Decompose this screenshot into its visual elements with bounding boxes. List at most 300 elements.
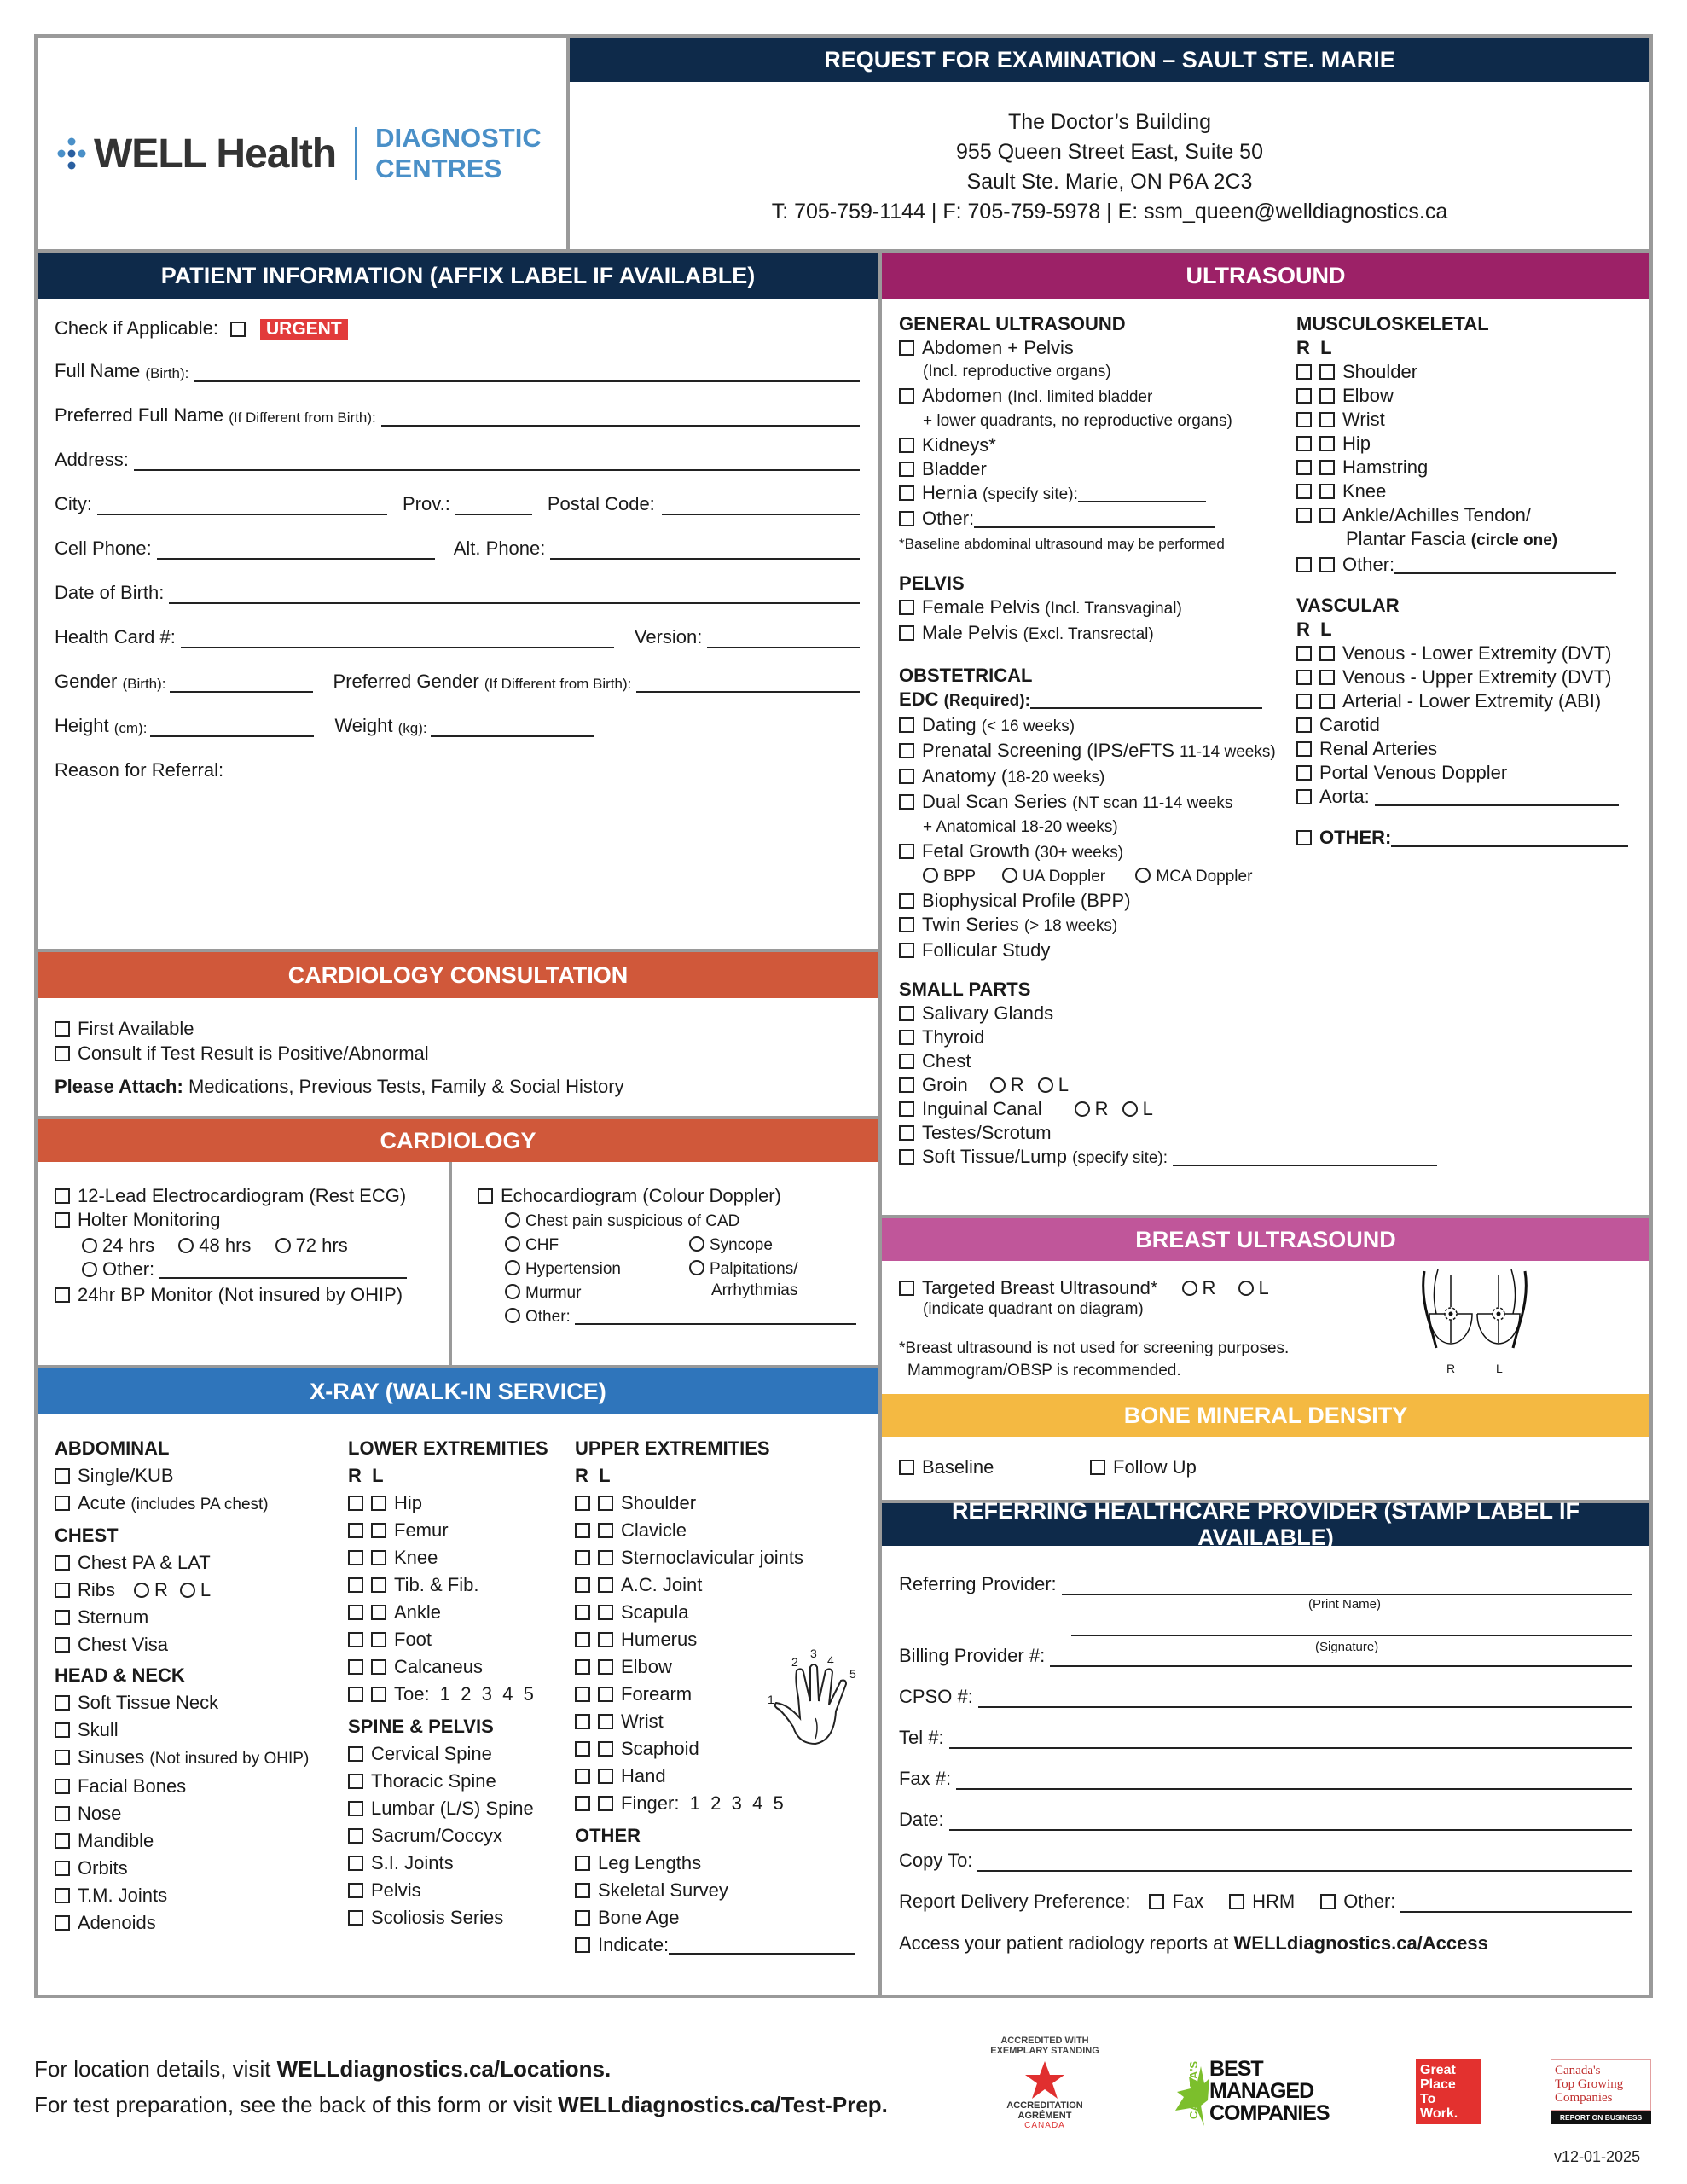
checkbox[interactable] <box>478 1188 493 1204</box>
l-checkbox[interactable] <box>598 1496 613 1511</box>
checkbox[interactable] <box>899 769 914 784</box>
checkbox[interactable] <box>55 1637 70 1653</box>
checkbox[interactable] <box>899 625 914 641</box>
msk-elbow-option[interactable] <box>1296 384 1628 408</box>
r-checkbox[interactable] <box>1296 508 1312 523</box>
thyroid-option[interactable] <box>899 1025 1437 1049</box>
checkbox[interactable] <box>899 1030 914 1045</box>
mandible-option[interactable] <box>55 1827 309 1855</box>
radio[interactable] <box>1182 1281 1197 1296</box>
toe-option[interactable] <box>348 1681 548 1708</box>
foot-option[interactable] <box>348 1626 548 1653</box>
l-checkbox[interactable] <box>598 1605 613 1620</box>
checkbox[interactable] <box>55 1888 70 1903</box>
nose-option[interactable] <box>55 1800 309 1827</box>
breast-r-radio[interactable] <box>1182 1277 1216 1298</box>
r-checkbox[interactable] <box>348 1550 363 1565</box>
r-checkbox[interactable] <box>1296 670 1312 685</box>
checkbox[interactable] <box>348 1828 363 1844</box>
holter-48-radio[interactable] <box>178 1234 251 1256</box>
pref-gender-input[interactable] <box>636 674 860 693</box>
reason-textarea[interactable] <box>55 790 860 918</box>
tel-input[interactable] <box>949 1730 1632 1749</box>
inguinal-r-radio[interactable] <box>1075 1098 1109 1119</box>
thoracic-spine-option[interactable] <box>348 1768 548 1795</box>
r-checkbox[interactable] <box>1296 646 1312 661</box>
bone-age-option[interactable] <box>575 1904 855 1931</box>
indicate-input[interactable] <box>669 1937 855 1955</box>
checkbox[interactable] <box>899 943 914 958</box>
checkbox[interactable] <box>1149 1894 1164 1909</box>
radio[interactable] <box>505 1284 520 1299</box>
acute-option[interactable] <box>55 1490 309 1519</box>
breast-diagram[interactable] <box>1419 1266 1530 1377</box>
cpso-field[interactable] <box>899 1686 1632 1708</box>
skeletal-survey-option[interactable] <box>575 1877 855 1904</box>
carotid-option[interactable] <box>1296 713 1628 737</box>
r-checkbox[interactable] <box>575 1496 590 1511</box>
bmd-baseline-option[interactable] <box>899 1455 994 1479</box>
r-checkbox[interactable] <box>575 1523 590 1538</box>
r-checkbox[interactable] <box>575 1796 590 1811</box>
r-checkbox[interactable] <box>1296 557 1312 572</box>
delivery-hrm-option[interactable] <box>1229 1891 1295 1913</box>
checkbox[interactable] <box>899 462 914 477</box>
r-checkbox[interactable] <box>575 1550 590 1565</box>
orbits-option[interactable] <box>55 1855 309 1882</box>
aorta-input[interactable] <box>1375 789 1619 806</box>
l-checkbox[interactable] <box>1319 670 1335 685</box>
dob-field[interactable] <box>55 582 860 604</box>
single-kub-option[interactable] <box>55 1462 309 1490</box>
echo-palpitations-option[interactable] <box>689 1258 798 1281</box>
sternoclavicular-option[interactable] <box>575 1544 855 1571</box>
checkbox[interactable] <box>55 1806 70 1821</box>
checkbox[interactable] <box>899 794 914 810</box>
l-checkbox[interactable] <box>1319 484 1335 499</box>
dob-input[interactable] <box>169 585 860 604</box>
weight-input[interactable] <box>431 720 594 737</box>
holter-24-radio[interactable] <box>82 1234 154 1256</box>
height-input[interactable] <box>150 720 314 737</box>
leg-lengths-option[interactable] <box>575 1850 855 1877</box>
radio[interactable] <box>1135 868 1151 883</box>
radio[interactable] <box>1075 1101 1090 1117</box>
echo-syncope-option[interactable] <box>689 1234 798 1258</box>
r-checkbox[interactable] <box>348 1632 363 1647</box>
renal-arteries-option[interactable] <box>1296 737 1628 761</box>
msk-hamstring-option[interactable] <box>1296 456 1628 479</box>
checkbox[interactable] <box>55 1188 70 1204</box>
indicate-option[interactable] <box>575 1931 855 1959</box>
preferred-name-field[interactable] <box>55 404 860 427</box>
upper-shoulder-option[interactable] <box>575 1490 855 1517</box>
mca-doppler-radio[interactable] <box>1135 868 1252 886</box>
testes-option[interactable] <box>899 1121 1437 1145</box>
checkbox[interactable] <box>899 1101 914 1117</box>
r-checkbox[interactable] <box>575 1714 590 1729</box>
ecg-option[interactable] <box>55 1184 406 1208</box>
r-checkbox[interactable] <box>348 1577 363 1593</box>
venous-lower-option[interactable] <box>1296 642 1628 665</box>
checkbox[interactable] <box>55 1833 70 1849</box>
r-checkbox[interactable] <box>1296 694 1312 709</box>
locations-link[interactable]: WELLdiagnostics.ca/Locations. <box>276 2056 612 2082</box>
holter-72-radio[interactable] <box>275 1234 348 1256</box>
soft-tissue-neck-option[interactable] <box>55 1689 309 1716</box>
echo-option[interactable] <box>478 1184 781 1208</box>
bmd-follow-up-option[interactable] <box>1090 1455 1197 1479</box>
l-checkbox[interactable] <box>371 1523 386 1538</box>
hernia-input[interactable] <box>1078 485 1206 502</box>
us-other-input[interactable] <box>974 511 1215 528</box>
radio[interactable] <box>689 1260 704 1275</box>
l-checkbox[interactable] <box>598 1550 613 1565</box>
msk-other-option[interactable] <box>1296 553 1628 577</box>
cell-input[interactable] <box>157 543 435 560</box>
bpp-radio[interactable] <box>923 868 976 886</box>
billing-input[interactable] <box>1050 1648 1632 1667</box>
bp-monitor-option[interactable] <box>55 1283 403 1307</box>
ribs-option[interactable] <box>55 1577 309 1604</box>
checkbox[interactable] <box>348 1746 363 1762</box>
r-checkbox[interactable] <box>1296 460 1312 475</box>
msk-wrist-option[interactable] <box>1296 408 1628 432</box>
fax-field[interactable] <box>899 1768 1632 1790</box>
checkbox[interactable] <box>899 743 914 758</box>
clavicle-option[interactable] <box>575 1517 855 1544</box>
l-checkbox[interactable] <box>1319 694 1335 709</box>
checkbox[interactable] <box>1296 717 1312 733</box>
l-checkbox[interactable] <box>598 1632 613 1647</box>
radio[interactable] <box>82 1238 97 1253</box>
delivery-other-input[interactable] <box>1400 1894 1632 1913</box>
test-prep-link[interactable]: WELLdiagnostics.ca/Test-Prep. <box>558 2092 888 2117</box>
scapula-option[interactable] <box>575 1599 855 1626</box>
groin-r-radio[interactable] <box>990 1074 1024 1095</box>
checkbox[interactable] <box>55 1610 70 1625</box>
msk-hip-option[interactable] <box>1296 432 1628 456</box>
l-checkbox[interactable] <box>598 1741 613 1757</box>
checkbox[interactable] <box>899 438 914 453</box>
skull-option[interactable] <box>55 1716 309 1744</box>
billing-field[interactable] <box>899 1645 1632 1667</box>
checkbox[interactable] <box>899 893 914 909</box>
r-checkbox[interactable] <box>348 1687 363 1702</box>
checkbox[interactable] <box>899 1281 914 1296</box>
referring-provider-field[interactable] <box>899 1573 1632 1595</box>
checkbox[interactable] <box>899 917 914 932</box>
r-checkbox[interactable] <box>575 1659 590 1675</box>
ankle-option[interactable] <box>348 1599 548 1626</box>
checkbox[interactable] <box>899 1125 914 1141</box>
radio[interactable] <box>505 1308 520 1323</box>
r-checkbox[interactable] <box>575 1687 590 1702</box>
radio[interactable] <box>82 1262 97 1277</box>
holter-option[interactable] <box>55 1208 221 1232</box>
signature-line[interactable] <box>1071 1618 1632 1636</box>
chest-pa-option[interactable] <box>55 1549 309 1577</box>
echo-chf-option[interactable] <box>505 1234 621 1258</box>
finger-option[interactable] <box>575 1790 855 1817</box>
arterial-lower-option[interactable] <box>1296 689 1628 713</box>
l-checkbox[interactable] <box>1319 388 1335 404</box>
groin-option[interactable] <box>899 1073 1437 1097</box>
ribs-r-radio[interactable] <box>134 1579 168 1600</box>
l-checkbox[interactable] <box>371 1577 386 1593</box>
l-checkbox[interactable] <box>598 1523 613 1538</box>
checkbox[interactable] <box>55 1722 70 1738</box>
r-checkbox[interactable] <box>1296 388 1312 404</box>
r-checkbox[interactable] <box>575 1741 590 1757</box>
chest-visa-option[interactable] <box>55 1631 309 1658</box>
scoliosis-option[interactable] <box>348 1904 548 1931</box>
checkbox[interactable] <box>348 1801 363 1816</box>
version-input[interactable] <box>707 630 860 648</box>
l-checkbox[interactable] <box>371 1659 386 1675</box>
date-field[interactable] <box>899 1809 1632 1831</box>
edc-input[interactable] <box>1030 692 1262 709</box>
checkbox[interactable] <box>899 340 914 356</box>
r-checkbox[interactable] <box>1296 436 1312 451</box>
checkbox[interactable] <box>899 511 914 526</box>
urgent-checkbox[interactable] <box>230 322 246 337</box>
r-checkbox[interactable] <box>1296 364 1312 380</box>
checkbox[interactable] <box>575 1910 590 1926</box>
checkbox[interactable] <box>1296 741 1312 757</box>
r-checkbox[interactable] <box>348 1523 363 1538</box>
r-checkbox[interactable] <box>348 1659 363 1675</box>
portal-venous-option[interactable] <box>1296 761 1628 785</box>
l-checkbox[interactable] <box>371 1687 386 1702</box>
venous-upper-option[interactable] <box>1296 665 1628 689</box>
l-checkbox[interactable] <box>371 1496 386 1511</box>
radio[interactable] <box>180 1583 195 1598</box>
alt-input[interactable] <box>550 541 860 560</box>
radio[interactable] <box>178 1238 194 1253</box>
delivery-fax-option[interactable] <box>1149 1891 1203 1913</box>
msk-other-input[interactable] <box>1394 557 1616 574</box>
radio[interactable] <box>275 1238 291 1253</box>
sinuses-option[interactable] <box>55 1744 309 1773</box>
sternum-option[interactable] <box>55 1604 309 1631</box>
r-checkbox[interactable] <box>348 1605 363 1620</box>
fax-input[interactable] <box>956 1771 1632 1790</box>
first-available-option[interactable] <box>55 1017 194 1041</box>
vascular-other-input[interactable] <box>1391 830 1628 847</box>
postal-input[interactable] <box>662 497 860 515</box>
l-checkbox[interactable] <box>1319 436 1335 451</box>
checkbox[interactable] <box>575 1937 590 1953</box>
tel-field[interactable] <box>899 1727 1632 1749</box>
checkbox[interactable] <box>348 1774 363 1789</box>
checkbox[interactable] <box>55 1468 70 1484</box>
checkbox[interactable] <box>348 1910 363 1926</box>
l-checkbox[interactable] <box>1319 364 1335 380</box>
holter-other-input[interactable] <box>159 1262 407 1279</box>
r-checkbox[interactable] <box>575 1632 590 1647</box>
radio[interactable] <box>505 1212 520 1228</box>
salivary-option[interactable] <box>899 1002 1437 1025</box>
prov-input[interactable] <box>455 498 532 515</box>
femur-option[interactable] <box>348 1517 548 1544</box>
pelvis-option[interactable] <box>348 1877 548 1904</box>
checkbox[interactable] <box>348 1883 363 1898</box>
ua-doppler-radio[interactable] <box>1002 868 1105 886</box>
address-line-input[interactable] <box>134 452 860 471</box>
biophysical-option[interactable] <box>899 889 1437 913</box>
cervical-spine-option[interactable] <box>348 1740 548 1768</box>
si-joints-option[interactable] <box>348 1850 548 1877</box>
radio[interactable] <box>505 1260 520 1275</box>
follicular-option[interactable] <box>899 938 1437 962</box>
preferred-name-line[interactable] <box>381 408 860 427</box>
radio[interactable] <box>134 1583 149 1598</box>
checkbox[interactable] <box>55 1555 70 1571</box>
copy-input[interactable] <box>977 1853 1632 1872</box>
checkbox[interactable] <box>899 1006 914 1021</box>
checkbox[interactable] <box>55 1021 70 1037</box>
holter-other-option[interactable] <box>82 1258 407 1281</box>
soft-tissue-option[interactable] <box>899 1145 1437 1170</box>
referring-input[interactable] <box>1062 1577 1632 1595</box>
checkbox[interactable] <box>899 485 914 501</box>
radio[interactable] <box>1002 868 1017 883</box>
radio[interactable] <box>1238 1281 1254 1296</box>
l-checkbox[interactable] <box>598 1687 613 1702</box>
twin-series-option[interactable] <box>899 913 1437 938</box>
groin-l-radio[interactable] <box>1038 1074 1069 1095</box>
radio[interactable] <box>990 1077 1006 1093</box>
full-name-field[interactable] <box>55 360 860 382</box>
echo-hypertension-option[interactable] <box>505 1258 621 1281</box>
health-card-input[interactable] <box>181 631 614 648</box>
checkbox[interactable] <box>55 1496 70 1511</box>
hand-option[interactable] <box>575 1763 855 1790</box>
l-checkbox[interactable] <box>1319 412 1335 427</box>
msk-ankle-option[interactable] <box>1296 503 1628 527</box>
delivery-other-option[interactable] <box>1320 1891 1395 1913</box>
breast-l-radio[interactable] <box>1238 1277 1269 1298</box>
full-name-line[interactable] <box>194 363 860 382</box>
checkbox[interactable] <box>55 1750 70 1765</box>
msk-shoulder-option[interactable] <box>1296 360 1628 384</box>
checkbox[interactable] <box>55 1287 70 1303</box>
l-checkbox[interactable] <box>371 1632 386 1647</box>
ribs-l-radio[interactable] <box>180 1579 211 1600</box>
l-checkbox[interactable] <box>598 1769 613 1784</box>
r-checkbox[interactable] <box>575 1577 590 1593</box>
echo-other-option[interactable] <box>505 1305 856 1329</box>
checkbox[interactable] <box>575 1856 590 1871</box>
l-checkbox[interactable] <box>1319 646 1335 661</box>
copy-to-field[interactable] <box>899 1850 1632 1872</box>
knee-option[interactable] <box>348 1544 548 1571</box>
l-checkbox[interactable] <box>598 1796 613 1811</box>
checkbox[interactable] <box>899 388 914 404</box>
checkbox[interactable] <box>348 1856 363 1871</box>
l-checkbox[interactable] <box>598 1714 613 1729</box>
soft-tissue-input[interactable] <box>1173 1149 1437 1166</box>
checkbox[interactable] <box>1296 765 1312 781</box>
r-checkbox[interactable] <box>1296 412 1312 427</box>
checkbox[interactable] <box>899 1149 914 1165</box>
radio[interactable] <box>689 1236 704 1252</box>
access-link[interactable]: WELLdiagnostics.ca/Access <box>1233 1932 1488 1954</box>
checkbox[interactable] <box>55 1695 70 1711</box>
city-input[interactable] <box>97 498 387 515</box>
lumbar-spine-option[interactable] <box>348 1795 548 1822</box>
checkbox[interactable] <box>575 1883 590 1898</box>
l-checkbox[interactable] <box>371 1605 386 1620</box>
msk-knee-option[interactable] <box>1296 479 1628 503</box>
r-checkbox[interactable] <box>348 1496 363 1511</box>
r-checkbox[interactable] <box>575 1605 590 1620</box>
radio[interactable] <box>505 1236 520 1252</box>
hip-option[interactable] <box>348 1490 548 1517</box>
r-checkbox[interactable] <box>1296 484 1312 499</box>
checkbox[interactable] <box>1320 1894 1336 1909</box>
vascular-other-option[interactable] <box>1296 826 1628 850</box>
us-chest-option[interactable] <box>899 1049 1437 1073</box>
tm-joints-option[interactable] <box>55 1882 309 1909</box>
l-checkbox[interactable] <box>1319 508 1335 523</box>
l-checkbox[interactable] <box>371 1550 386 1565</box>
adenoids-option[interactable] <box>55 1909 309 1937</box>
checkbox[interactable] <box>55 1046 70 1061</box>
checkbox[interactable] <box>1296 830 1312 845</box>
gender-input[interactable] <box>170 676 313 693</box>
l-checkbox[interactable] <box>1319 460 1335 475</box>
checkbox[interactable] <box>55 1583 70 1598</box>
checkbox[interactable] <box>899 1077 914 1093</box>
address-field[interactable] <box>55 449 860 471</box>
aorta-option[interactable] <box>1296 785 1628 809</box>
checkbox[interactable] <box>1229 1894 1244 1909</box>
checkbox[interactable] <box>899 844 914 859</box>
checkbox[interactable] <box>899 717 914 733</box>
date-input[interactable] <box>949 1812 1632 1831</box>
checkbox[interactable] <box>899 600 914 615</box>
radio[interactable] <box>923 868 938 883</box>
breast-diagram-icon[interactable] <box>1419 1266 1530 1360</box>
checkbox[interactable] <box>899 1054 914 1069</box>
checkbox[interactable] <box>55 1861 70 1876</box>
checkbox[interactable] <box>899 1460 914 1475</box>
sacrum-option[interactable] <box>348 1822 548 1850</box>
radio[interactable] <box>1038 1077 1053 1093</box>
r-checkbox[interactable] <box>575 1769 590 1784</box>
checkbox[interactable] <box>1296 789 1312 804</box>
calcaneus-option[interactable] <box>348 1653 548 1681</box>
l-checkbox[interactable] <box>598 1577 613 1593</box>
echo-murmur-option[interactable] <box>505 1281 621 1305</box>
checkbox[interactable] <box>55 1779 70 1794</box>
cpso-input[interactable] <box>978 1689 1632 1708</box>
l-checkbox[interactable] <box>598 1659 613 1675</box>
targeted-breast-option[interactable] <box>899 1276 1269 1300</box>
ac-joint-option[interactable] <box>575 1571 855 1599</box>
echo-other-input[interactable] <box>575 1308 856 1325</box>
inguinal-l-radio[interactable] <box>1122 1098 1153 1119</box>
echo-chest-option[interactable] <box>505 1210 739 1234</box>
facial-bones-option[interactable] <box>55 1773 309 1800</box>
checkbox[interactable] <box>1090 1460 1105 1475</box>
checkbox[interactable] <box>55 1915 70 1931</box>
checkbox[interactable] <box>55 1212 70 1228</box>
consult-if-positive-option[interactable] <box>55 1042 429 1066</box>
inguinal-option[interactable] <box>899 1097 1437 1121</box>
